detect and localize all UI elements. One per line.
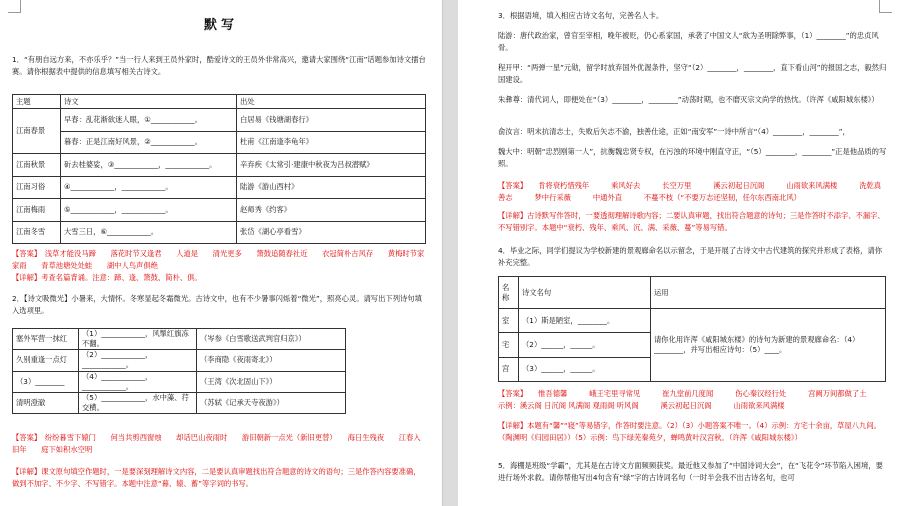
- table-cell: 白居易《钱塘湖春行》: [237, 109, 426, 132]
- table-cell: 宅: [499, 333, 519, 357]
- table-cell: 斫去桂婆娑，③____________，____________。: [61, 154, 237, 177]
- table-cell: 江南梅雨: [13, 199, 61, 222]
- table-cell: （岑参《白雪歌送武判官归京》）: [197, 329, 346, 350]
- question-3: 3．根据语境，填入相应古诗文名句，完善名人卡。: [498, 11, 664, 20]
- table-cell: 久别重逢一点灯: [13, 350, 79, 371]
- question-1: 1．“有朋自远方来，不亦乐乎？”当一行人来到王员外家时，酷爱诗文的王员外非常高兴，邀请大家围绕“江南”话题参加诗文擂台赛。请你根据表中提供的信息填写相关古诗文。: [12, 55, 426, 76]
- table-cell: 江南习俗: [13, 176, 61, 199]
- table-cell: （3）________: [13, 371, 79, 392]
- table-cell: 辛弃疾《太常引·建康中秋夜为吕叔潜赋》: [237, 154, 426, 177]
- question-4: 4．毕业之际，同学们提议为学校新建的景观廊命名以示留念，于是开展了古诗文中古代建筑的探究并形成了表格，请你补充完整。: [498, 246, 883, 267]
- table-cell: （王湾《次北固山下》）: [197, 371, 346, 392]
- building-table: [498, 276, 886, 382]
- answer-1: 【答案】 浅草才能没马蹄 落花时节又逢君 人道是 清光更多 箫鼓追随春社近 衣冠简朴古风存 黄梅时节家家雨 青草池塘处处蛙 湖中人鸟声俱绝: [12, 249, 425, 270]
- table-header: 出处: [237, 95, 426, 109]
- answer-4: 【答案】 惟吾德馨 峨王宅里寻常见 崔九堂前几度闻 伤心秦汉经行处 宫阙万间都做了土 示例：溪云阁 日沉阁 风满阁 观雨阁 听风阁 溪云初起日沉阁 山雨欲来风满楼: [498, 389, 889, 410]
- table-header: 诗文名句: [519, 277, 651, 309]
- table-cell: （李商隐《夜雨寄北》）: [197, 350, 346, 371]
- poetry-table-1: [12, 94, 426, 244]
- card-paragraph: 陆游：唐代政治家，曾官至宰相，晚年被贬，仍心系家国，承袭了中国文人“欲为圣明除弊事，（1）________”的忠贞风骨。: [498, 31, 879, 52]
- table-cell: （3）______，______。: [519, 357, 651, 381]
- table-cell: 请你化用许浑《咸阳城东楼》的诗句为新建的景观廊命名：（4）________，并写出相应诗句：（5）____。: [651, 309, 886, 382]
- question-2: 2．【诗文吸微光】小暑来，大情怀。冬寒显起冬霜微光。古诗文中，也有不少暑事闪烁着“微光”，照亮心灵。请写出下列诗句填入选项里。: [12, 294, 422, 315]
- answer-2: 【答案】 纷纷暮雪下辕门 何当共剪西窗烛 却话巴山夜雨时 游旧朝新一点光（新旧更替） 海日生残夜 江春入旧年 庭下如积水空明: [12, 433, 421, 454]
- card-paragraph: 程开甲：“两弹一星”元勋，留学时放弃国外优渥条件，坚守“（2）________，________，直下看山河”的报国之志，毅然归国建设。: [498, 63, 887, 84]
- table-cell: 清明澄澈: [13, 392, 79, 413]
- card-paragraph: 朱彝尊：清代词人，即便处在“（3）________，________”动荡时期，也不磨灭宗文尚学的热忱。（许浑《咸阳城东楼》）: [498, 95, 879, 104]
- answer-3: 【答案】 肯将衰朽惜残年 乘风好去 长空万里 溪云初起日沉阁 山雨欲来风满楼 洗乾真善志 梦中行采薇 中通外直 不蔓不枝（“不要万志还坚韧，任尔东西南北风）: [498, 181, 882, 202]
- question-5: 5．海棚是班级“学霸”，尤其是在古诗文方面频频获奖。最近他又参加了“中国诗词大会”，在“飞花令”环节陷入困境，要进行场外求救。请你帮他写出4句含有“绿”字的古诗词名句（一时半会我不出古诗名句，也可: [498, 461, 883, 482]
- card-paragraph: 魏大中：明朝“忠烈刚第一人”，抗衡魏忠贤专权，在污浊的环境中刚直守正，“（5）________，________”正是他品质的写照。: [498, 147, 887, 168]
- table-cell: （4）____________，____________。: [79, 371, 197, 392]
- table-cell: （2）____________，____________。: [79, 350, 197, 371]
- table-cell: 张岱《湖心亭看雪》: [237, 221, 426, 244]
- table-header: 诗文: [61, 95, 237, 109]
- table-cell: （1）斯是陋室，________。: [519, 309, 651, 333]
- table-cell: 大雪三日，⑥____________。: [61, 221, 237, 244]
- explanation-3: 【详解】古诗默写作答时，一要透彻理解诗歌内容；二要认真审题，找出符合题意的诗句；三是作答时不添字、不漏字、不写错别字。本题中“衰朽、残年、乘风、沉、满、采薇、蔓”等易写错。: [498, 211, 885, 232]
- corner-mark: [8, 0, 21, 13]
- table-cell: 陆游《游山西村》: [237, 176, 426, 199]
- table-cell: 宫: [499, 357, 519, 381]
- table-cell: 赵师秀《约客》: [237, 199, 426, 222]
- table-cell: （2）______，______。: [519, 333, 651, 357]
- poetry-table-2: [12, 328, 346, 414]
- table-cell: 杜甫《江南逢李龟年》: [237, 131, 426, 154]
- table-header: 名称: [499, 277, 519, 309]
- table-cell: 暮春：正是江南好风景，②____________。: [61, 131, 237, 154]
- table-cell: （苏轼《记承天寺夜游》）: [197, 392, 346, 413]
- explanation-4: 【详解】本题有“馨”“寝”等易错字，作答时要注意。（2）（3）小题答案不唯一。（4）示例：方宅十余亩，草屋八九间。（陶渊明《归园田居》）（5）示例：鸟下绿芜秦苑夕，蝉鸣黄叶汉宫秋。（许浑《咸阳城东楼》）: [498, 421, 881, 442]
- right-page: [458, 0, 900, 506]
- table-cell: （1）____________，风掣红旗冻不翻。: [79, 329, 197, 350]
- page-title: 默写: [203, 18, 238, 33]
- table-cell: 江南冬雪: [13, 221, 61, 244]
- table-cell: 塞外军营一抹红: [13, 329, 79, 350]
- table-cell: ⑤____________，____________。: [61, 199, 237, 222]
- table-cell: 早春：乱花渐欲迷人眼，①____________。: [61, 109, 237, 132]
- table-header: 主题: [13, 95, 61, 109]
- explanation-2: 【详解】课文原句填空作题时，一是要深刻理解诗文内容，二是要认真审题找出符合题意的诗文的语句；三是作答内容要准确，做到不加字、不少字、不写错字。本题中注意“暮、辕、蓄”等字词的书写。: [12, 467, 421, 488]
- table-cell: （5）____________，水中藻、荇交横。: [79, 392, 197, 413]
- table-cell: 室: [499, 309, 519, 333]
- table-cell: 江南秋景: [13, 154, 61, 177]
- left-page: [0, 0, 442, 506]
- table-cell: 江南春景: [13, 109, 61, 154]
- explanation-1: 【详解】考查名篇背诵。注意：蹄、逢、箫鼓、简朴、俱。: [12, 273, 202, 282]
- table-header: 运用: [651, 277, 886, 309]
- table-cell: ④____________，____________。: [61, 176, 237, 199]
- card-paragraph: 俞汝言：明末抗清志士，失败后矢志不渝，独善仕途，正如“南安军”一诗中所言“（4）________，________”，: [498, 127, 850, 136]
